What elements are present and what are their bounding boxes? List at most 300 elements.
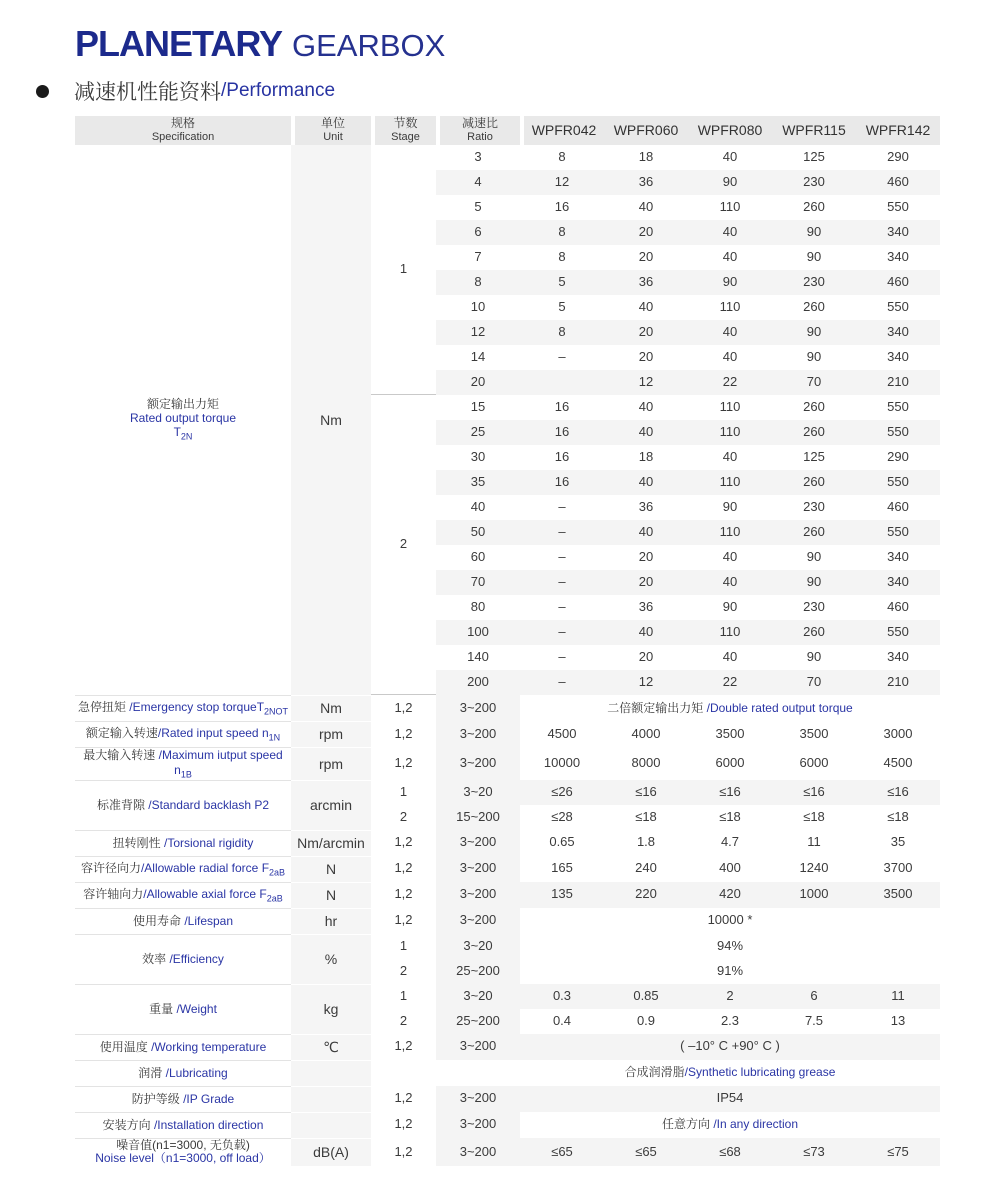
value-cell: 5 xyxy=(520,270,604,295)
value-cell: 340 xyxy=(856,570,940,595)
title-planetary: PLANETARY xyxy=(75,23,282,64)
value-cell: 16 xyxy=(554,399,570,415)
ratio-cell: 7 xyxy=(474,249,482,265)
spec-label-cell: 使用温度 /Working temperature xyxy=(75,1034,291,1060)
value-cell: 0.4 xyxy=(552,1012,572,1028)
ratio-cell: 25~200 xyxy=(436,1009,520,1034)
value-cell: ≤18 xyxy=(803,808,825,824)
stage-cell: 1 xyxy=(371,145,436,395)
value-cell: 2 xyxy=(688,984,772,1009)
value-cell: 6000 xyxy=(715,754,745,770)
merged-value-cell: IP54 xyxy=(520,1086,940,1112)
spec-label-en: Noise level（n1=3000, off load） xyxy=(95,1151,271,1166)
value-cell: 20 xyxy=(638,649,654,665)
value-cell: – xyxy=(558,649,566,665)
value-cell: 8 xyxy=(558,249,566,265)
stage-cell: 1,2 xyxy=(371,830,436,856)
stage-cell: 2 xyxy=(371,395,436,695)
ratio-cell: 3~200 xyxy=(436,721,520,747)
stage-cell: 1 xyxy=(371,984,436,1009)
value-cell: 125 xyxy=(803,149,825,165)
table-row xyxy=(75,721,940,747)
unit-cell: rpm xyxy=(291,747,371,780)
value-cell: 70 xyxy=(772,370,856,395)
value-cell: 90 xyxy=(722,499,738,515)
unit-cell xyxy=(291,1086,371,1112)
value-cell: 20 xyxy=(604,320,688,345)
ratio-cell: 70 xyxy=(436,570,520,595)
ratio-cell: 30 xyxy=(470,449,486,465)
ratio-cell: 80 xyxy=(470,599,486,615)
table-row xyxy=(75,1112,940,1138)
value-cell: – xyxy=(558,349,566,365)
unit-cell: Nm xyxy=(291,695,371,721)
value-cell: 260 xyxy=(772,470,856,495)
title-gearbox: GEARBOX xyxy=(292,28,446,63)
value-cell: 6 xyxy=(772,984,856,1009)
value-cell: 340 xyxy=(887,249,909,265)
value-cell: 4.7 xyxy=(720,834,740,850)
stage-cell: 1,2 xyxy=(371,908,436,934)
unit-cell: Nm/arcmin xyxy=(291,830,371,856)
value-cell: 260 xyxy=(772,620,856,645)
value-cell: 1.8 xyxy=(636,834,656,850)
rated-output-label-cell xyxy=(75,145,291,695)
ratio-cell: 40 xyxy=(470,499,486,515)
spec-label-cell: 最大输入转速 /Maximum iutput speed $n_{1B}$ xyxy=(75,747,291,780)
stage-cell: 1,2 xyxy=(371,1138,436,1167)
bullet-icon xyxy=(36,85,49,98)
model-header-cell: WPFR060 xyxy=(604,116,688,145)
ratio-cell: 3~200 xyxy=(436,747,520,780)
stage-cell: 1,2 xyxy=(371,721,436,747)
value-cell xyxy=(520,370,604,395)
ratio-cell: 25 xyxy=(436,420,520,445)
value-cell: 210 xyxy=(856,370,940,395)
value-cell: 36 xyxy=(638,499,654,515)
unit-cell: % xyxy=(291,934,371,984)
section-heading-en: /Performance xyxy=(221,80,336,101)
value-cell: 22 xyxy=(688,370,772,395)
spec-label-cell: 容许轴向力/Allowable axial force $F_{2aB}$ xyxy=(75,882,291,908)
ratio-cell: 3~200 xyxy=(436,1034,520,1060)
value-cell: 550 xyxy=(887,399,909,415)
ratio-cell: 3~200 xyxy=(436,830,520,856)
value-cell: 550 xyxy=(887,299,909,315)
table-row xyxy=(75,1086,940,1112)
value-cell: 36 xyxy=(604,270,688,295)
value-cell: – xyxy=(520,570,604,595)
ratio-cell: 100 xyxy=(436,620,520,645)
value-cell: 260 xyxy=(772,520,856,545)
value-cell: ≤16 xyxy=(604,780,688,805)
value-cell: 40 xyxy=(722,249,738,265)
spec-label-cell: 额定输入转速/Rated input speed $n_{1N}$ xyxy=(75,721,291,747)
merged-value-cell: 94% xyxy=(716,937,744,953)
spec-label-cell: 标准背隙 /Standard backlash P2 xyxy=(75,780,291,830)
unit-cell: Nm xyxy=(291,145,371,695)
merged-value-cell: 10000 * xyxy=(707,912,753,928)
value-cell: – xyxy=(520,620,604,645)
value-cell: ≤65 xyxy=(604,1138,688,1167)
value-cell: 40 xyxy=(722,549,738,565)
value-cell: 90 xyxy=(772,320,856,345)
value-cell: ≤73 xyxy=(772,1138,856,1167)
value-cell: ≤28 xyxy=(551,808,573,824)
value-cell: – xyxy=(558,599,566,615)
value-cell: ≤18 xyxy=(887,808,909,824)
spec-header-cell: 规格 Specification xyxy=(75,116,291,145)
unit-cell: dB(A) xyxy=(291,1138,371,1167)
spec-label-cell: 容许径向力/Allowable radial force $F_{2aB}$ xyxy=(75,856,291,882)
stage-cell xyxy=(371,1060,436,1086)
ratio-cell: 14 xyxy=(470,349,486,365)
value-cell: 11 xyxy=(807,834,821,850)
stage-cell: 1 xyxy=(371,934,436,959)
value-cell: 90 xyxy=(806,549,822,565)
table-row xyxy=(75,1138,940,1167)
ratio-cell: 3~200 xyxy=(436,695,520,721)
ratio-cell: 60 xyxy=(470,549,486,565)
value-cell: 18 xyxy=(638,149,654,165)
value-cell: 12 xyxy=(604,670,688,695)
table-row xyxy=(75,984,940,1009)
value-cell: 230 xyxy=(803,599,825,615)
value-cell: 18 xyxy=(638,449,654,465)
value-cell: 2.3 xyxy=(720,1012,740,1028)
page-title xyxy=(75,23,1000,64)
value-cell: 110 xyxy=(688,520,772,545)
spec-label-cell: 重量 /Weight xyxy=(75,984,291,1034)
value-cell: 460 xyxy=(856,270,940,295)
value-cell: 40 xyxy=(638,199,654,215)
ratio-cell: 3~20 xyxy=(436,934,520,959)
value-cell: – xyxy=(520,670,604,695)
value-cell: 230 xyxy=(803,499,825,515)
ratio-cell: 3~200 xyxy=(436,1086,520,1112)
table-row xyxy=(75,1060,940,1086)
spec-label-cell: 润滑 /Lubricating xyxy=(75,1060,291,1086)
value-cell: 40 xyxy=(722,349,738,365)
ratio-cell: 3~20 xyxy=(436,780,520,805)
spec-label-cell xyxy=(75,1138,291,1167)
value-cell: 110 xyxy=(719,299,741,315)
ratio-cell: 8 xyxy=(436,270,520,295)
model-header-cell: WPFR142 xyxy=(856,116,940,145)
value-cell: 40 xyxy=(604,520,688,545)
value-cell: 90 xyxy=(688,170,772,195)
merged-value-cell: 91% xyxy=(716,962,744,978)
merged-value-cell: 任意方向 /In any direction xyxy=(661,1117,799,1132)
ratio-cell: 12 xyxy=(436,320,520,345)
value-cell: 12 xyxy=(604,370,688,395)
header-row xyxy=(75,116,940,145)
model-header-cell: WPFR080 xyxy=(688,116,772,145)
value-cell: ≤16 xyxy=(772,780,856,805)
value-cell: 40 xyxy=(638,299,654,315)
value-cell: 165 xyxy=(551,860,573,876)
value-cell: 290 xyxy=(887,149,909,165)
ratio-cell: 3~200 xyxy=(436,856,520,882)
value-cell: 90 xyxy=(806,249,822,265)
value-cell: 40 xyxy=(688,220,772,245)
value-cell: 36 xyxy=(638,599,654,615)
value-cell: 40 xyxy=(688,570,772,595)
value-cell: 40 xyxy=(604,420,688,445)
ratio-cell: 35 xyxy=(436,470,520,495)
stage-cell: 1,2 xyxy=(371,747,436,780)
unit-header-cell: 单位 Unit xyxy=(291,116,371,145)
ratio-cell: 3 xyxy=(474,149,482,165)
value-cell: 110 xyxy=(688,470,772,495)
spec-label-cell: 使用寿命 /Lifespan xyxy=(75,908,291,934)
value-cell: 90 xyxy=(806,349,822,365)
value-cell: 40 xyxy=(604,470,688,495)
spec-label-cell: 安装方向 /Installation direction xyxy=(75,1112,291,1138)
ratio-cell: 3~200 xyxy=(436,908,520,934)
ratio-cell: 3~200 xyxy=(436,1138,520,1167)
table-row xyxy=(75,830,940,856)
value-cell: 40 xyxy=(722,149,738,165)
table-row xyxy=(75,145,940,170)
value-cell: 7.5 xyxy=(804,1012,824,1028)
value-cell: 340 xyxy=(856,320,940,345)
value-cell: 260 xyxy=(803,199,825,215)
ratio-cell: 25~200 xyxy=(436,959,520,984)
value-cell: 110 xyxy=(719,399,741,415)
value-cell: 90 xyxy=(688,270,772,295)
value-cell: 90 xyxy=(806,649,822,665)
value-cell: 550 xyxy=(856,620,940,645)
value-cell: 40 xyxy=(722,649,738,665)
ratio-cell: 3~200 xyxy=(436,882,520,908)
performance-table xyxy=(75,116,940,1166)
ratio-cell xyxy=(436,1060,520,1086)
ratio-cell: 50 xyxy=(436,520,520,545)
value-cell: 12 xyxy=(520,170,604,195)
stage-cell: 2 xyxy=(371,1009,436,1034)
value-cell: 11 xyxy=(856,984,940,1009)
value-cell: 22 xyxy=(688,670,772,695)
value-cell: 40 xyxy=(688,320,772,345)
value-cell: ≤18 xyxy=(719,808,741,824)
value-cell: 260 xyxy=(803,399,825,415)
value-cell: 550 xyxy=(887,199,909,215)
ratio-cell: 10 xyxy=(470,299,486,315)
value-cell: 16 xyxy=(554,199,570,215)
value-cell: 16 xyxy=(520,470,604,495)
spec-label-cell: 扭转刚性 /Torsional rigidity xyxy=(75,830,291,856)
value-cell: 1240 xyxy=(799,860,829,876)
table-row xyxy=(75,934,940,959)
value-cell: 110 xyxy=(688,420,772,445)
value-cell: 340 xyxy=(887,549,909,565)
value-cell: 3000 xyxy=(883,725,913,741)
value-cell: 90 xyxy=(722,599,738,615)
value-cell: 110 xyxy=(688,620,772,645)
value-cell: ≤26 xyxy=(520,780,604,805)
value-cell: 290 xyxy=(887,449,909,465)
value-cell: 40 xyxy=(604,620,688,645)
ratio-cell: 140 xyxy=(467,649,489,665)
value-cell: 90 xyxy=(772,220,856,245)
stage-cell: 1,2 xyxy=(371,1034,436,1060)
unit-cell: kg xyxy=(291,984,371,1034)
value-cell: 340 xyxy=(856,220,940,245)
value-cell: 16 xyxy=(554,449,570,465)
spec-label-cell: 急停扭矩 /Emergency stop torqueT$_{2NOT}$ xyxy=(75,695,291,721)
value-cell: 40 xyxy=(722,449,738,465)
spec-label-cell: 防护等级 /IP Grade xyxy=(75,1086,291,1112)
value-cell: 8 xyxy=(520,320,604,345)
stage-cell: 1 xyxy=(371,780,436,805)
value-cell: ≤18 xyxy=(635,808,657,824)
ratio-header-cell: 减速比 Ratio xyxy=(436,116,520,145)
value-cell: – xyxy=(520,520,604,545)
table-body xyxy=(75,145,940,1166)
table-row xyxy=(75,856,940,882)
value-cell: 35 xyxy=(890,834,906,850)
stage-cell: 1,2 xyxy=(371,695,436,721)
value-cell: 6000 xyxy=(799,754,829,770)
value-cell: – xyxy=(558,499,566,515)
stage-cell: 2 xyxy=(371,805,436,830)
value-cell: 230 xyxy=(772,170,856,195)
value-cell: 400 xyxy=(719,860,741,876)
value-cell: 3500 xyxy=(856,882,940,908)
value-cell: 70 xyxy=(772,670,856,695)
value-cell: 460 xyxy=(887,599,909,615)
value-cell: 135 xyxy=(520,882,604,908)
value-cell: 3500 xyxy=(715,725,745,741)
rated-output-label: 额定输出力矩 Rated output torque $T_{2N}$ xyxy=(129,397,237,442)
value-cell: 0.85 xyxy=(604,984,688,1009)
value-cell: 420 xyxy=(688,882,772,908)
value-cell: 20 xyxy=(604,570,688,595)
value-cell: ≤68 xyxy=(688,1138,772,1167)
value-cell: 1000 xyxy=(772,882,856,908)
stage-cell: 2 xyxy=(371,959,436,984)
table-row xyxy=(75,1034,940,1060)
unit-cell: rpm xyxy=(291,721,371,747)
value-cell: 220 xyxy=(604,882,688,908)
value-cell: 125 xyxy=(803,449,825,465)
value-cell: 460 xyxy=(856,170,940,195)
value-cell: 8 xyxy=(558,149,566,165)
value-cell: 4000 xyxy=(631,725,661,741)
value-cell: 110 xyxy=(719,199,741,215)
model-header-cell: WPFR042 xyxy=(520,116,604,145)
value-cell: 550 xyxy=(856,520,940,545)
value-cell: ≤75 xyxy=(856,1138,940,1167)
value-cell: ≤16 xyxy=(856,780,940,805)
ratio-cell: 3~200 xyxy=(436,1112,520,1138)
value-cell: 550 xyxy=(856,470,940,495)
stage-cell: 1,2 xyxy=(371,882,436,908)
value-cell: 36 xyxy=(604,170,688,195)
value-cell: 240 xyxy=(635,860,657,876)
value-cell: 260 xyxy=(772,420,856,445)
value-cell: 0.3 xyxy=(520,984,604,1009)
value-cell: 260 xyxy=(803,299,825,315)
stage-header-cell: 节数 Stage xyxy=(371,116,436,145)
value-cell: 16 xyxy=(520,420,604,445)
value-cell: 90 xyxy=(772,570,856,595)
table-row xyxy=(75,747,940,780)
value-cell: ≤65 xyxy=(520,1138,604,1167)
merged-value-cell: 二倍额定输出力矩 /Double rated output torque xyxy=(607,700,853,715)
value-cell: 8 xyxy=(520,220,604,245)
section-heading-zh: 减速机性能资料 xyxy=(74,81,221,104)
value-cell: 3500 xyxy=(799,725,829,741)
ratio-cell: 6 xyxy=(436,220,520,245)
catalog-page xyxy=(0,23,1000,1192)
spec-label-zh: 噪音值(n1=3000, 无负载) xyxy=(116,1137,250,1152)
value-cell: 20 xyxy=(604,220,688,245)
table-row xyxy=(75,780,940,805)
value-cell: 4500 xyxy=(883,754,913,770)
value-cell: 20 xyxy=(638,249,654,265)
value-cell: – xyxy=(558,549,566,565)
value-cell: 5 xyxy=(558,299,566,315)
value-cell: 550 xyxy=(856,420,940,445)
table-row xyxy=(75,695,940,721)
value-cell: 20 xyxy=(638,549,654,565)
value-cell: 10000 xyxy=(543,754,581,770)
spec-label-cell: 效率 /Efficiency xyxy=(75,934,291,984)
unit-cell: ℃ xyxy=(291,1034,371,1060)
unit-cell: N xyxy=(291,882,371,908)
value-cell: ≤16 xyxy=(688,780,772,805)
ratio-cell: 5 xyxy=(474,199,482,215)
ratio-cell: 4 xyxy=(436,170,520,195)
value-cell: 0.65 xyxy=(549,834,575,850)
unit-cell: hr xyxy=(291,908,371,934)
value-cell: 460 xyxy=(887,499,909,515)
value-cell: 20 xyxy=(638,349,654,365)
stage-cell: 1,2 xyxy=(371,1112,436,1138)
section-heading xyxy=(36,76,1000,106)
model-header-cell: WPFR115 xyxy=(772,116,856,145)
value-cell: 3700 xyxy=(883,860,913,876)
ratio-cell: 3~20 xyxy=(436,984,520,1009)
merged-value-cell: ( –10° C +90° C ) xyxy=(520,1034,940,1060)
value-cell: 230 xyxy=(772,270,856,295)
value-cell: 340 xyxy=(887,349,909,365)
value-cell: 40 xyxy=(638,399,654,415)
ratio-cell: 15 xyxy=(470,399,486,415)
merged-value-cell: 合成润滑脂/Synthetic lubricating grease xyxy=(624,1065,836,1080)
value-cell: 0.9 xyxy=(636,1012,656,1028)
stage-cell: 1,2 xyxy=(371,856,436,882)
unit-cell: arcmin xyxy=(291,780,371,830)
ratio-cell: 200 xyxy=(436,670,520,695)
value-cell: 13 xyxy=(890,1012,906,1028)
unit-cell xyxy=(291,1060,371,1086)
table-row xyxy=(75,908,940,934)
stage-cell: 1,2 xyxy=(371,1086,436,1112)
value-cell: 4500 xyxy=(547,725,577,741)
unit-cell: N xyxy=(291,856,371,882)
unit-cell xyxy=(291,1112,371,1138)
value-cell: 8000 xyxy=(631,754,661,770)
ratio-cell: 20 xyxy=(436,370,520,395)
value-cell: 340 xyxy=(887,649,909,665)
ratio-cell: 15~200 xyxy=(436,805,520,830)
value-cell: 210 xyxy=(856,670,940,695)
table-row xyxy=(75,882,940,908)
table-header xyxy=(75,116,940,145)
